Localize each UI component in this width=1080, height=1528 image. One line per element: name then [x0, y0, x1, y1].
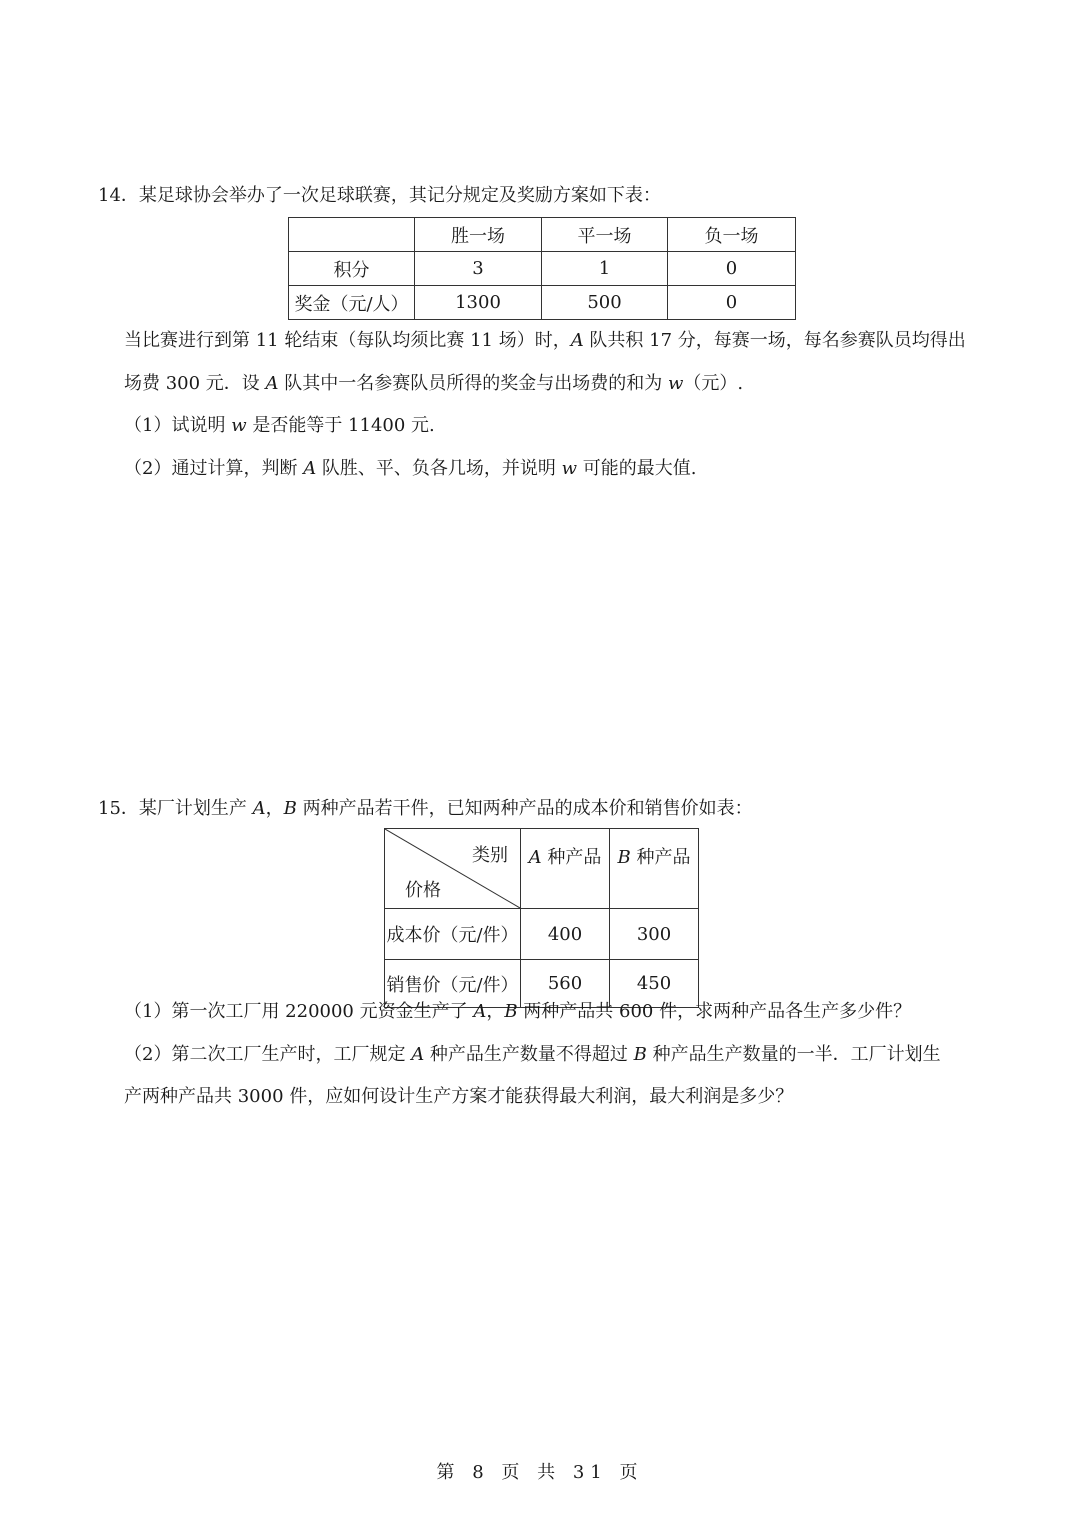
variable: A	[265, 373, 279, 394]
table-cell: 560	[521, 960, 610, 1008]
text: （2）第二次工厂生产时，工厂规定	[124, 1044, 412, 1065]
table-cell: 积分	[289, 252, 415, 286]
text: 可能的最大值.	[577, 458, 697, 479]
page-footer: 第 8 页 共 31 页	[436, 1462, 644, 1483]
table-header-row	[289, 218, 796, 252]
corner-label-category: 类别	[472, 845, 508, 866]
variable: B	[504, 1001, 518, 1022]
variable: w	[667, 373, 684, 394]
q15-sub-question-2	[124, 1043, 941, 1067]
text: 队其中一名参赛队员所得的奖金与出场费的和为	[278, 373, 668, 394]
table-cell: 1	[542, 252, 668, 286]
q15-sub-question-1	[124, 1000, 911, 1024]
text: （元）.	[683, 373, 744, 394]
q15-price-table	[384, 828, 699, 1008]
table-cell: 1300	[415, 286, 542, 320]
variable: w	[561, 458, 578, 479]
table-cell: 平一场	[542, 218, 668, 252]
table-cell: 负一场	[668, 218, 796, 252]
table-cell: 3	[415, 252, 542, 286]
table-cell: 0	[668, 252, 796, 286]
text: 当比赛进行到第 11 轮结束（每队均须比赛 11 场）时，	[124, 330, 571, 351]
table-cell: 销售价（元/件）	[385, 960, 521, 1008]
text: 15．某厂计划生产	[98, 798, 253, 819]
q14-sub-question-1	[124, 414, 435, 438]
text: （2）通过计算，判断	[124, 458, 304, 479]
table-cell: 400	[521, 909, 610, 960]
q14-sub-question-2	[124, 457, 697, 481]
text: 两种产品若干件，已知两种产品的成本价和销售价如表：	[296, 798, 753, 819]
q14-paragraph-line-2	[124, 372, 743, 396]
q14-title: 14．某足球协会举办了一次足球联赛，其记分规定及奖励方案如下表：	[98, 185, 661, 206]
text: （1）第一次工厂用 220000 元资金生产了	[124, 1001, 474, 1022]
variable: B	[283, 798, 297, 819]
q15-title	[98, 797, 753, 821]
q14-score-table	[288, 217, 796, 320]
variable: A	[570, 330, 584, 351]
text: 种产品生产数量不得超过	[424, 1044, 634, 1065]
text: （1）试说明	[124, 415, 232, 436]
text: 种产品	[541, 847, 602, 868]
text: 场费 300 元．设	[124, 373, 266, 394]
diagonal-header-cell	[385, 829, 521, 909]
table-cell: 胜一场	[415, 218, 542, 252]
text: ，	[265, 798, 284, 819]
variable: B	[617, 847, 631, 868]
variable: A	[303, 458, 317, 479]
table-cell: 500	[542, 286, 668, 320]
text: 种产品生产数量的一半．工厂计划生	[646, 1044, 941, 1065]
table-cell: 成本价（元/件）	[385, 909, 521, 960]
variable: A	[473, 1001, 487, 1022]
table-row	[385, 909, 699, 960]
table-row	[289, 286, 796, 320]
variable: w	[231, 415, 247, 436]
q14-paragraph-line-1	[124, 329, 966, 353]
text: ，	[486, 1001, 505, 1022]
table-cell: 0	[668, 286, 796, 320]
text: 种产品	[630, 847, 691, 868]
variable: A	[411, 1044, 425, 1065]
variable: B	[633, 1044, 647, 1065]
text: 两种产品共 600 件，求两种产品各生产多少件？	[517, 1001, 912, 1022]
table-header-row	[385, 829, 699, 909]
table-row	[289, 252, 796, 286]
table-cell: 450	[610, 960, 699, 1008]
table-cell: 300	[610, 909, 699, 960]
table-cell: 奖金（元/人）	[289, 286, 415, 320]
q15-sub-question-2-continued: 产两种产品共 3000 件，应如何设计生产方案才能获得最大利润，最大利润是多少？	[124, 1086, 794, 1107]
table-cell	[521, 829, 610, 909]
variable: A	[252, 798, 266, 819]
corner-label-price: 价格	[405, 880, 441, 901]
variable: A	[528, 847, 542, 868]
table-cell	[289, 218, 415, 252]
text: 是否能等于 11400 元.	[246, 415, 435, 436]
text: 队胜、平、负各几场，并说明	[316, 458, 562, 479]
table-cell	[610, 829, 699, 909]
text: 队共积 17 分，每赛一场，每名参赛队员均得出	[583, 330, 966, 351]
